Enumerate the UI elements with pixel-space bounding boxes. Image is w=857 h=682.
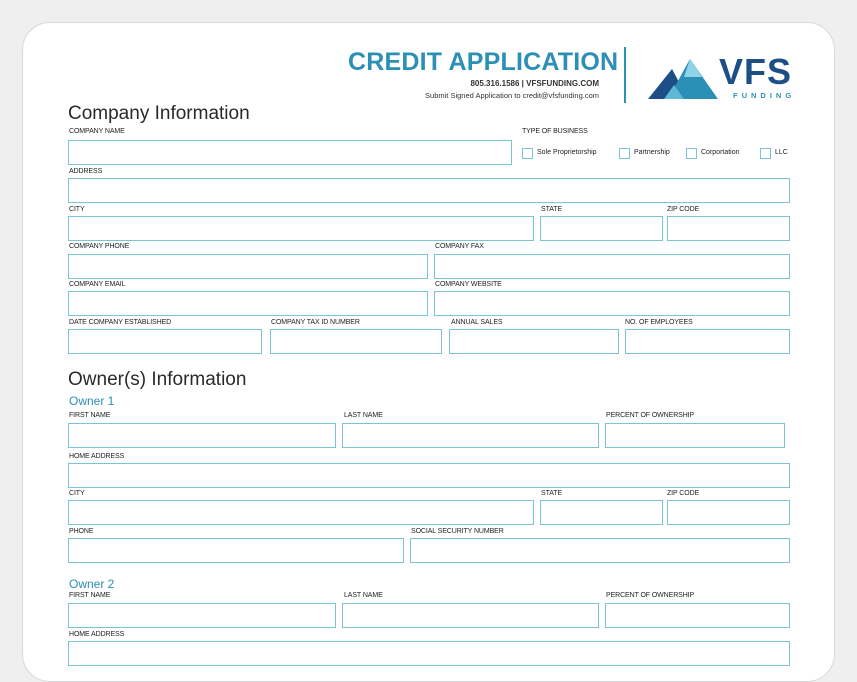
employees-input[interactable] <box>625 329 790 354</box>
owner2-last-name-label: LAST NAME <box>344 592 383 599</box>
company-email-label: COMPANY EMAIL <box>69 281 126 288</box>
owners-section-title: Owner(s) Information <box>68 369 247 390</box>
sole-proprietorship-checkbox[interactable] <box>522 148 533 159</box>
llc-checkbox[interactable] <box>760 148 771 159</box>
sole-proprietorship-label: Sole Proprietorship <box>537 149 597 156</box>
company-fax-label: COMPANY FAX <box>435 243 484 250</box>
owner2-first-name-input[interactable] <box>68 603 336 628</box>
owner1-percent-input[interactable] <box>605 423 785 448</box>
owner1-phone-label: PHONE <box>69 528 94 535</box>
owner1-zip-input[interactable] <box>667 500 790 525</box>
owner1-city-label: CITY <box>69 490 85 497</box>
owner2-first-name-label: FIRST NAME <box>69 592 111 599</box>
partnership-checkbox[interactable] <box>619 148 630 159</box>
owner2-percent-label: PERCENT OF OWNERSHIP <box>606 592 695 599</box>
page-title: CREDIT APPLICATION <box>348 48 619 76</box>
owner1-ssn-input[interactable] <box>410 538 790 563</box>
city-label: CITY <box>69 206 85 213</box>
address-input[interactable] <box>68 178 790 203</box>
company-section-title: Company Information <box>68 103 250 124</box>
company-website-input[interactable] <box>434 291 790 316</box>
owner1-state-label: STATE <box>541 490 563 497</box>
llc-label: LLC <box>775 149 788 156</box>
company-name-input[interactable] <box>68 140 512 165</box>
logo-subtext: FUNDING <box>733 91 796 100</box>
header-divider <box>624 47 626 103</box>
tax-id-label: COMPANY TAX ID NUMBER <box>271 319 360 326</box>
city-input[interactable] <box>68 216 534 241</box>
owner1-zip-label: ZIP CODE <box>667 490 700 497</box>
owner1-phone-input[interactable] <box>68 538 404 563</box>
type-of-business-label: TYPE OF BUSINESS <box>522 128 588 135</box>
submit-note: Submit Signed Application to credit@vfsfunding.com <box>425 91 599 100</box>
employees-label: NO. OF EMPLOYEES <box>625 319 693 326</box>
owner2-title: Owner 2 <box>69 577 115 591</box>
owner2-home-address-input[interactable] <box>68 641 790 666</box>
owner1-first-name-label: FIRST NAME <box>69 412 111 419</box>
owner1-home-address-input[interactable] <box>68 463 790 488</box>
owner2-last-name-input[interactable] <box>342 603 599 628</box>
corporation-label: Corportation <box>701 149 740 156</box>
owner1-ssn-label: SOCIAL SECURITY NUMBER <box>411 528 504 535</box>
date-established-label: DATE COMPANY ESTABLISHED <box>69 319 172 326</box>
address-label: ADDRESS <box>69 168 103 175</box>
application-sheet <box>22 22 835 682</box>
owner1-state-input[interactable] <box>540 500 663 525</box>
state-label: STATE <box>541 206 563 213</box>
partnership-label: Partnership <box>634 149 670 156</box>
owner1-first-name-input[interactable] <box>68 423 336 448</box>
zip-label: ZIP CODE <box>667 206 700 213</box>
company-phone-input[interactable] <box>68 254 428 279</box>
owner1-home-address-label: HOME ADDRESS <box>69 453 125 460</box>
tax-id-input[interactable] <box>270 329 442 354</box>
owner1-title: Owner 1 <box>69 394 115 408</box>
annual-sales-input[interactable] <box>449 329 619 354</box>
company-website-label: COMPANY WEBSITE <box>435 281 502 288</box>
owner1-last-name-label: LAST NAME <box>344 412 383 419</box>
owner2-percent-input[interactable] <box>605 603 790 628</box>
contact-line: 805.316.1586 | VFSFUNDING.COM <box>470 79 599 88</box>
company-fax-input[interactable] <box>434 254 790 279</box>
logo-text: VFS <box>719 51 793 92</box>
date-established-input[interactable] <box>68 329 262 354</box>
owner1-city-input[interactable] <box>68 500 534 525</box>
zip-input[interactable] <box>667 216 790 241</box>
corporation-checkbox[interactable] <box>686 148 697 159</box>
vfs-mountain-logo-icon <box>644 53 724 103</box>
owner1-last-name-input[interactable] <box>342 423 599 448</box>
company-email-input[interactable] <box>68 291 428 316</box>
owner1-percent-label: PERCENT OF OWNERSHIP <box>606 412 695 419</box>
state-input[interactable] <box>540 216 663 241</box>
company-phone-label: COMPANY PHONE <box>69 243 130 250</box>
owner2-home-address-label: HOME ADDRESS <box>69 631 125 638</box>
company-name-label: COMPANY NAME <box>69 128 125 135</box>
annual-sales-label: ANNUAL SALES <box>451 319 503 326</box>
